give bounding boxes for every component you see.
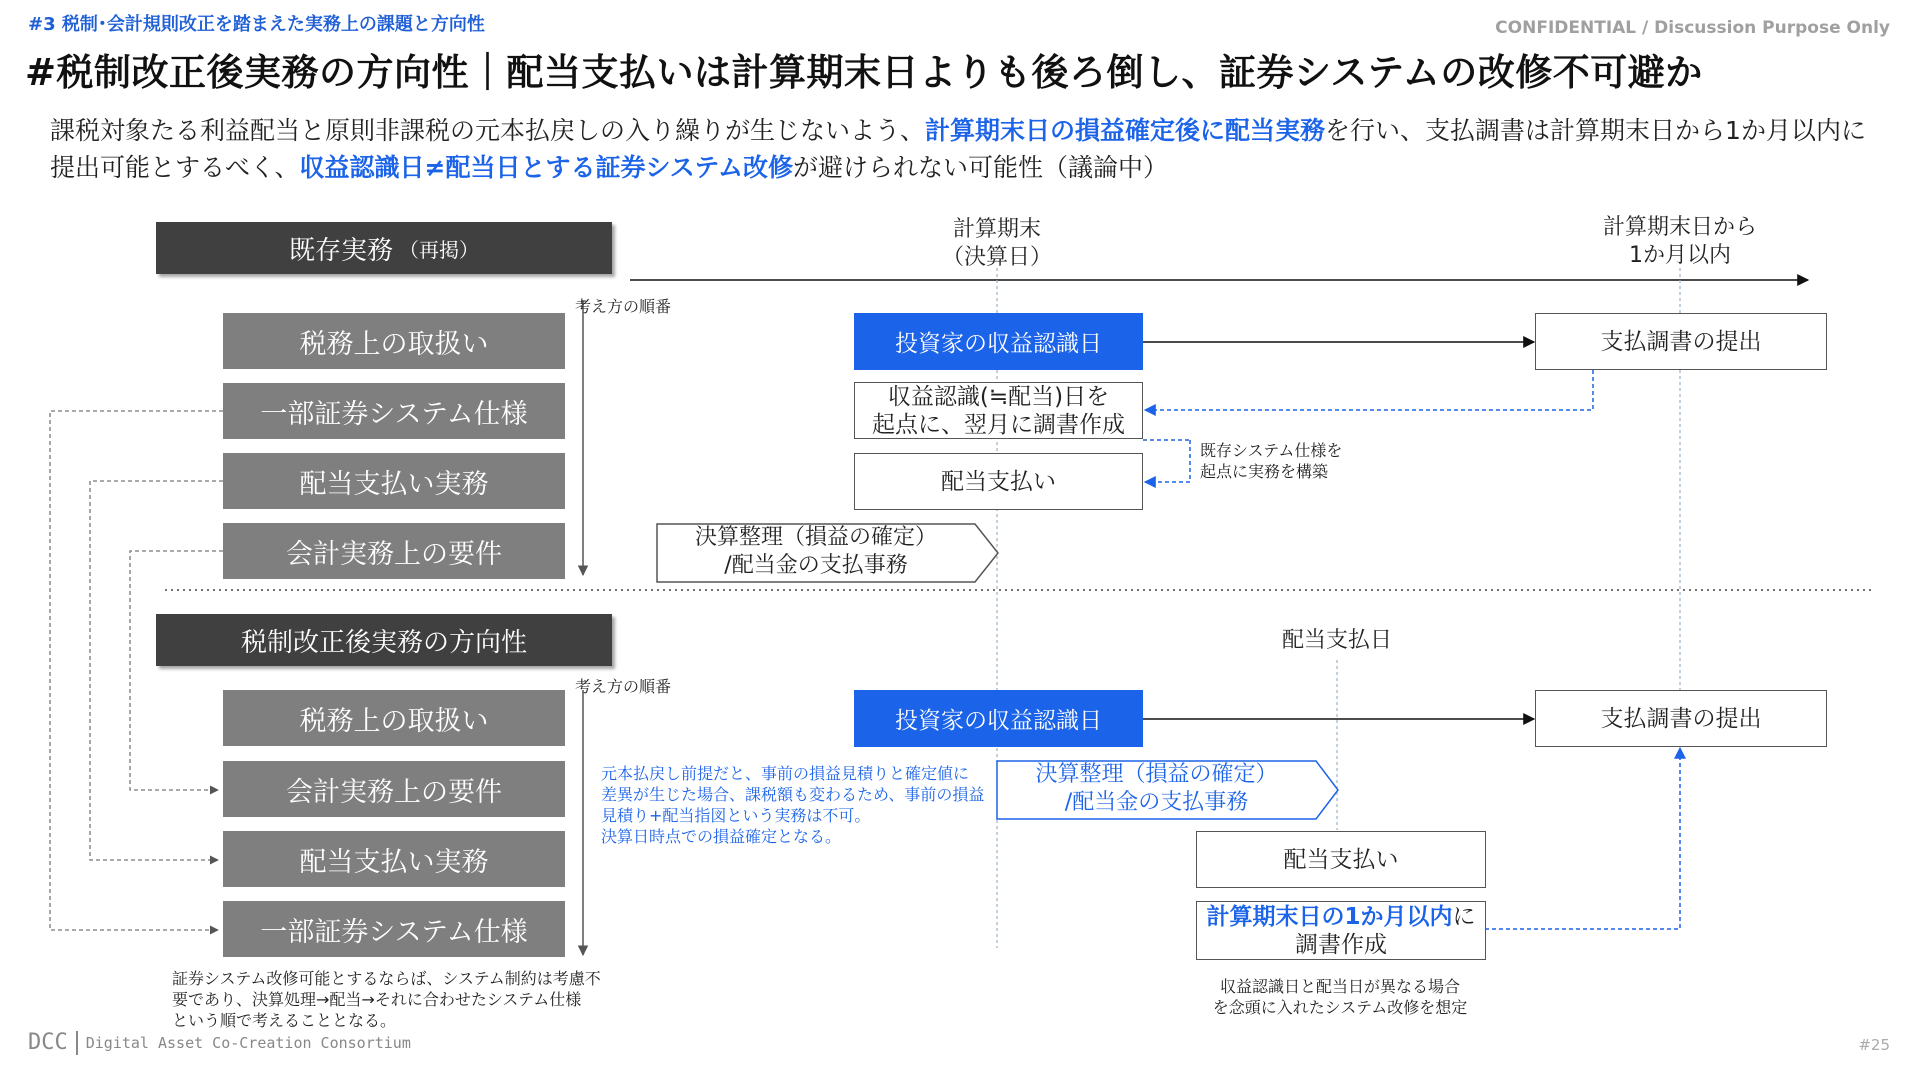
- timeline-one-month: [1560, 214, 1800, 270]
- existing-system-note: [1200, 440, 1342, 482]
- arrow-system-note: [1145, 440, 1190, 482]
- report-make-line2: 起点に、翌月に調書作成: [872, 411, 1125, 438]
- reform-settle-line1: 決算整理（損益の確定）: [1035, 762, 1278, 787]
- report-make-line1: 収益認識(≒配当)日を: [887, 383, 1110, 410]
- reform-recognition-box: 投資家の収益認識日: [854, 690, 1143, 747]
- footer-logo: [28, 1030, 411, 1055]
- connector-system: [50, 411, 223, 930]
- blue-note-line4: 決算日時点での損益確定となる。: [601, 827, 842, 846]
- reform-pay-date: 配当支払日: [1281, 628, 1392, 653]
- reform-system-note: [1190, 976, 1490, 1018]
- desc-highlight-1: 計算期末日の損益確定後に配当実務: [925, 116, 1326, 145]
- bottom-note-line3: という順で考えることとなる。: [172, 1011, 397, 1030]
- reform-report-make-box: [1196, 901, 1486, 960]
- reform-payment-box: 配当支払い: [1196, 831, 1486, 888]
- desc-highlight-2: 収益認識日≠配当日とする証券システム改修: [299, 153, 793, 182]
- reform-item-accounting: 会計実務上の要件: [223, 761, 565, 817]
- page-number: #25: [1858, 1036, 1890, 1054]
- existing-report-make-box: [854, 382, 1143, 439]
- blue-note-line1: 元本払戻し前提だと、事前の損益見積りと確定値に: [601, 764, 970, 783]
- blue-note-line3: 見積り+配当指図という実務は不可。: [601, 806, 871, 825]
- system-note-line1: 既存システム仕様を: [1200, 441, 1343, 460]
- existing-item-tax: 税務上の取扱い: [223, 313, 565, 369]
- org-name: Digital Asset Co-Creation Consortium: [85, 1033, 411, 1052]
- existing-recognition-box: 投資家の収益認識日: [854, 313, 1143, 370]
- existing-report-box: 支払調書の提出: [1535, 313, 1827, 370]
- page-title: #税制改正後実務の方向性｜配当支払いは計算期末日よりも後ろ倒し、証券システムの改修不可避か: [25, 51, 1703, 94]
- reform-system-note-line1: 収益認識日と配当日が異なる場合: [1219, 977, 1460, 996]
- existing-item-accounting: 会計実務上の要件: [223, 523, 565, 579]
- existing-header: [156, 222, 612, 274]
- existing-settle-line1: 決算整理（損益の確定）: [694, 525, 937, 550]
- timeline-fiscal-end: [897, 216, 1097, 272]
- bottom-note-line2: 要であり、決算処理→配当→それに合わせたシステム仕様: [172, 990, 582, 1009]
- arrow-report-make: [1145, 370, 1593, 410]
- reform-item-tax: 税務上の取扱い: [223, 690, 565, 746]
- reform-bottom-note: [172, 968, 612, 1031]
- reform-blue-note: [601, 763, 996, 847]
- confidential-label: CONFIDENTIAL / Discussion Purpose Only: [1495, 18, 1890, 38]
- blue-note-line2: 差異が生じた場合、課税額も変わるため、事前の損益: [601, 785, 985, 804]
- existing-settle-text: [657, 524, 975, 580]
- order-label-reform: 考え方の順番: [575, 677, 672, 696]
- section-tag: #3 税制･会計規則改正を踏まえた実務上の課題と方向性: [28, 14, 485, 35]
- reform-item-system: 一部証券システム仕様: [223, 901, 565, 957]
- logo-text: DCC: [28, 1030, 68, 1055]
- existing-settle-line2: /配当金の支払事務: [724, 553, 908, 578]
- bottom-note-line1: 証券システム改修可能とするならば、システム制約は考慮不: [172, 969, 601, 988]
- desc-text-2: を行い、支払調書は計算期末日から1か月以内に提出可能とするべく、: [50, 116, 1866, 182]
- connector-payment: [90, 481, 223, 860]
- arrow-report-reform: [1485, 748, 1680, 929]
- reform-settle-text: [997, 761, 1316, 817]
- reform-item-payment: 配当支払い実務: [223, 831, 565, 887]
- desc-text-3: が避けられない可能性（議論中）: [792, 153, 1168, 182]
- existing-payment-box: 配当支払い: [854, 453, 1143, 510]
- reform-report-make-line2: 調書作成: [1295, 931, 1387, 958]
- reform-report-make-line1: [1206, 903, 1475, 931]
- timeline-fiscal-end-sub: （決算日）: [941, 245, 1052, 270]
- reform-system-note-line2: を念頭に入れたシステム改修を想定: [1212, 998, 1468, 1017]
- timeline-month-sub: 1か月以内: [1629, 243, 1731, 268]
- connector-accounting: [130, 551, 223, 790]
- logo-divider: [76, 1031, 78, 1055]
- timeline-month-label: 計算期末日から: [1602, 215, 1757, 240]
- existing-header-small: （再掲）: [399, 237, 479, 262]
- existing-item-system: 一部証券システム仕様: [223, 383, 565, 439]
- order-label-existing: 考え方の順番: [575, 297, 672, 316]
- system-note-line2: 起点に実務を構築: [1200, 462, 1329, 481]
- reform-report-rest: に: [1452, 903, 1476, 930]
- reform-report-highlight: 計算期末日の1か月以内: [1206, 903, 1453, 930]
- reform-report-box: 支払調書の提出: [1535, 690, 1827, 747]
- desc-text-1: 課税対象たる利益配当と原則非課税の元本払戻しの入り繰りが生じないよう、: [50, 116, 926, 145]
- existing-header-label: 既存実務: [288, 235, 393, 266]
- reform-header: 税制改正後実務の方向性: [156, 614, 612, 666]
- existing-item-payment: 配当支払い実務: [223, 453, 565, 509]
- timeline-fiscal-end-label: 計算期末: [952, 217, 1041, 242]
- reform-settle-line2: /配当金の支払事務: [1064, 790, 1249, 815]
